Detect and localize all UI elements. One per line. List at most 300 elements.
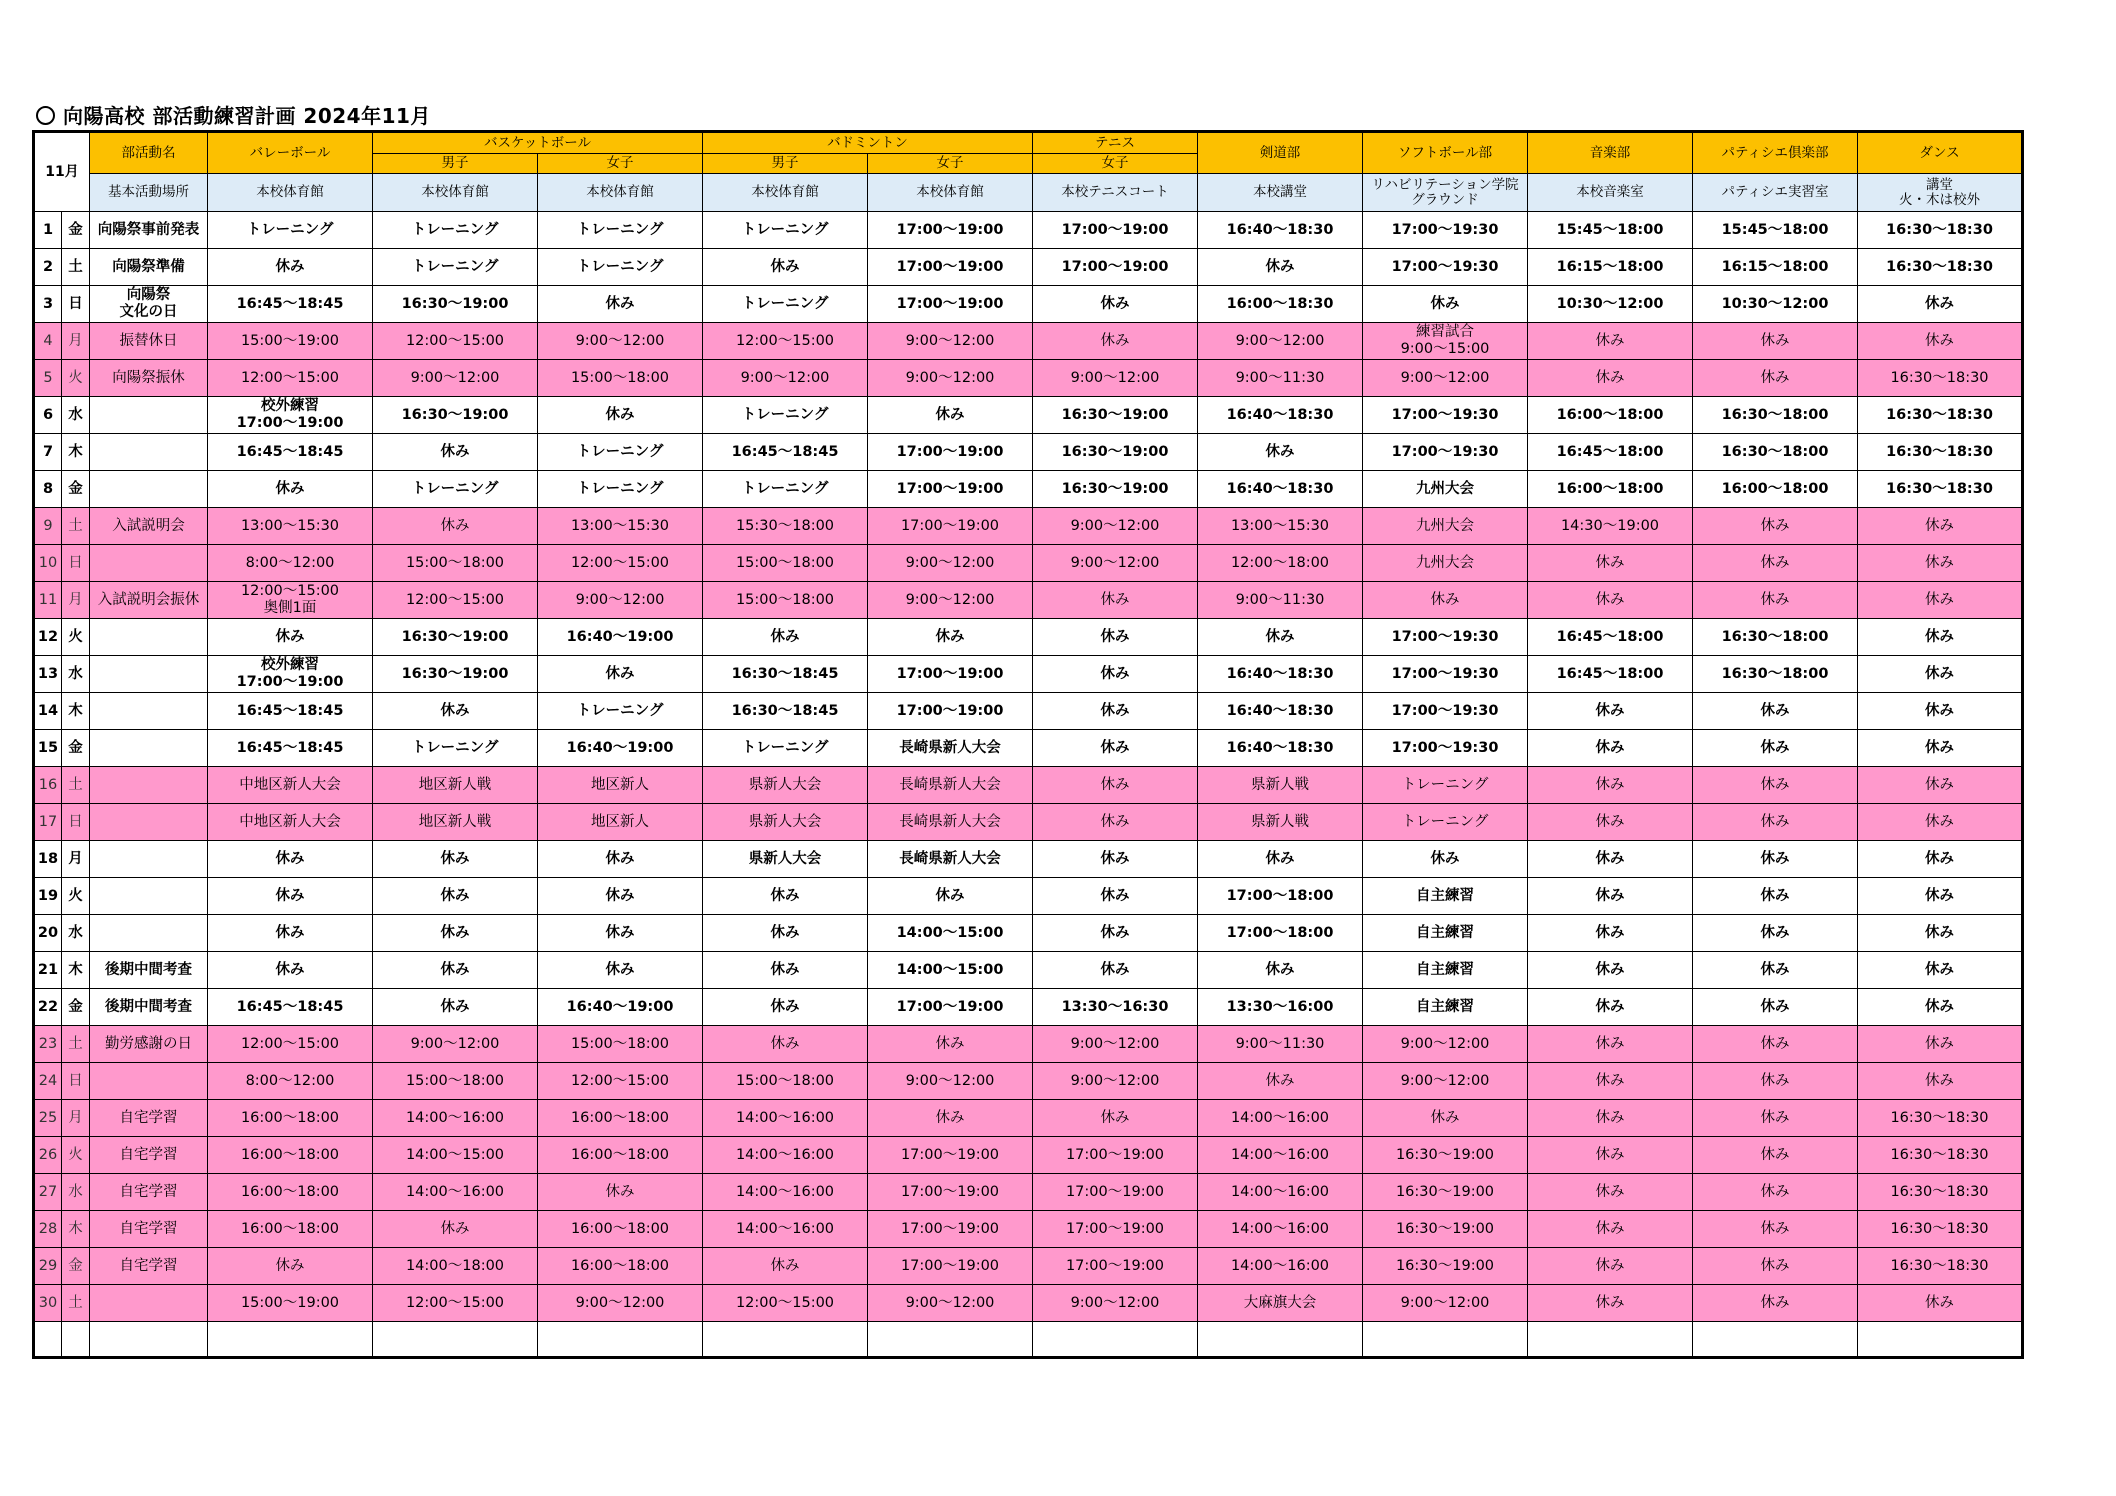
schedule-cell: 休み	[1033, 767, 1198, 804]
schedule-row	[34, 582, 2023, 619]
schedule-cell: 12:00～15:00	[538, 545, 703, 582]
place-label: 基本活動場所	[90, 174, 208, 212]
schedule-cell: 長崎県新人大会	[868, 767, 1033, 804]
schedule-cell: 休み	[1528, 1248, 1693, 1285]
school-event: 後期中間考査	[90, 989, 208, 1026]
schedule-cell: 16:00～18:00	[1528, 471, 1693, 508]
schedule-cell: 14:00～15:00	[868, 915, 1033, 952]
schedule-cell: 休み	[1528, 1285, 1693, 1322]
schedule-cell: 休み	[1858, 323, 2023, 360]
schedule-cell: 休み	[1528, 693, 1693, 730]
activity-place-cell: 本校体育館	[373, 174, 538, 212]
school-event	[90, 619, 208, 656]
schedule-cell: 休み	[1693, 1063, 1858, 1100]
day-number: 7	[34, 434, 62, 471]
school-event: 自宅学習	[90, 1248, 208, 1285]
weekday: 日	[62, 545, 90, 582]
schedule-cell: 9:00～12:00	[1198, 323, 1363, 360]
schedule-cell: 9:00～12:00	[1363, 1285, 1528, 1322]
schedule-cell: 17:00～19:00	[1033, 249, 1198, 286]
weekday: 土	[62, 508, 90, 545]
schedule-cell: 休み	[1033, 286, 1198, 323]
day-number: 8	[34, 471, 62, 508]
club-music: 音楽部	[1528, 132, 1693, 174]
schedule-cell: 休み	[1363, 582, 1528, 619]
schedule-cell: 15:00～18:00	[373, 545, 538, 582]
schedule-cell: 15:00～19:00	[208, 323, 373, 360]
schedule-cell: 休み	[208, 471, 373, 508]
schedule-cell: 地区新人戦	[373, 767, 538, 804]
schedule-cell: 12:00～15:00	[703, 323, 868, 360]
schedule-row	[34, 360, 2023, 397]
schedule-cell: 17:00～19:30	[1363, 434, 1528, 471]
weekday: 木	[62, 434, 90, 471]
schedule-cell: 休み	[1528, 730, 1693, 767]
schedule-cell: 九州大会	[1363, 508, 1528, 545]
schedule-cell: 16:30～19:00	[1033, 434, 1198, 471]
club-basketball: バスケットボール	[373, 132, 703, 154]
activity-place-cell: リハビリテーション学院 グラウンド	[1363, 174, 1528, 212]
day-number: 15	[34, 730, 62, 767]
schedule-row	[34, 619, 2023, 656]
day-number	[34, 1322, 62, 1358]
weekday: 土	[62, 1285, 90, 1322]
schedule-cell: 10:30～12:00	[1528, 286, 1693, 323]
schedule-cell: トレーニング	[373, 212, 538, 249]
weekday: 金	[62, 1248, 90, 1285]
schedule-cell: 9:00～12:00	[868, 360, 1033, 397]
day-number: 2	[34, 249, 62, 286]
schedule-cell: 休み	[1693, 693, 1858, 730]
schedule-cell: 休み	[1858, 767, 2023, 804]
schedule-cell: 休み	[1693, 952, 1858, 989]
school-event: 向陽祭 文化の日	[90, 286, 208, 323]
schedule-cell: 休み	[1693, 1137, 1858, 1174]
day-number: 10	[34, 545, 62, 582]
schedule-cell: 休み	[1198, 434, 1363, 471]
club-volleyball: バレーボール	[208, 132, 373, 174]
school-event: 向陽祭事前発表	[90, 212, 208, 249]
weekday: 月	[62, 1100, 90, 1137]
schedule-cell: 17:00～19:00	[868, 508, 1033, 545]
school-event	[90, 1322, 208, 1358]
schedule-row	[34, 1063, 2023, 1100]
school-event	[90, 397, 208, 434]
schedule-cell: 12:00～15:00	[703, 1285, 868, 1322]
schedule-cell: 17:00～18:00	[1198, 878, 1363, 915]
schedule-cell: 16:45～18:45	[208, 286, 373, 323]
schedule-cell: 9:00～12:00	[1363, 1063, 1528, 1100]
schedule-row	[34, 1026, 2023, 1063]
schedule-cell: 9:00～12:00	[1033, 1063, 1198, 1100]
schedule-cell: 休み	[868, 397, 1033, 434]
schedule-cell: 16:40～18:30	[1198, 730, 1363, 767]
schedule-cell: 16:45～18:00	[1528, 619, 1693, 656]
schedule-cell: 休み	[1693, 360, 1858, 397]
schedule-cell: 休み	[1528, 1063, 1693, 1100]
activity-place-cell: 本校テニスコート	[1033, 174, 1198, 212]
schedule-cell: 16:45～18:45	[208, 989, 373, 1026]
club-badminton: バドミントン	[703, 132, 1033, 154]
schedule-cell: 休み	[373, 508, 538, 545]
weekday: 木	[62, 693, 90, 730]
schedule-cell: 休み	[373, 1211, 538, 1248]
schedule-cell: トレーニング	[703, 212, 868, 249]
schedule-cell: 休み	[1528, 1026, 1693, 1063]
schedule-cell: 16:30～19:00	[1363, 1211, 1528, 1248]
schedule-cell: 休み	[1858, 915, 2023, 952]
activity-place-cell: 本校体育館	[868, 174, 1033, 212]
schedule-cell: 校外練習 17:00～19:00	[208, 397, 373, 434]
schedule-cell: 16:45～18:45	[703, 434, 868, 471]
schedule-row	[34, 1174, 2023, 1211]
schedule-cell: 16:30～19:00	[1363, 1137, 1528, 1174]
schedule-cell: 自主練習	[1363, 915, 1528, 952]
schedule-cell: 休み	[1858, 1285, 2023, 1322]
schedule-cell: 16:30～18:30	[1858, 1211, 2023, 1248]
day-number: 3	[34, 286, 62, 323]
weekday: 月	[62, 323, 90, 360]
weekday: 水	[62, 915, 90, 952]
schedule-cell: 9:00～12:00	[703, 360, 868, 397]
schedule-cell: 17:00～19:30	[1363, 619, 1528, 656]
schedule-cell: 16:30～18:30	[1858, 471, 2023, 508]
schedule-cell: 休み	[1363, 286, 1528, 323]
weekday: 火	[62, 878, 90, 915]
schedule-cell: 9:00～12:00	[1033, 360, 1198, 397]
schedule-cell: 16:45～18:45	[208, 693, 373, 730]
schedule-cell: 休み	[1033, 656, 1198, 693]
schedule-cell: 休み	[1198, 249, 1363, 286]
schedule-cell: 休み	[868, 619, 1033, 656]
schedule-row	[34, 434, 2023, 471]
schedule-cell: 休み	[1858, 952, 2023, 989]
schedule-cell: 休み	[1858, 693, 2023, 730]
weekday: 火	[62, 360, 90, 397]
schedule-cell: 15:00～18:00	[373, 1063, 538, 1100]
day-number: 4	[34, 323, 62, 360]
schedule-cell: 13:30～16:30	[1033, 989, 1198, 1026]
schedule-cell: 休み	[868, 1026, 1033, 1063]
schedule-cell: 17:00～19:00	[1033, 1211, 1198, 1248]
activity-place-cell: 本校体育館	[538, 174, 703, 212]
schedule-cell: 14:00～16:00	[703, 1100, 868, 1137]
schedule-cell: 休み	[1033, 878, 1198, 915]
schedule-cell: 休み	[373, 434, 538, 471]
schedule-cell: 8:00～12:00	[208, 1063, 373, 1100]
schedule-cell: 16:40～19:00	[538, 619, 703, 656]
schedule-cell: 12:00～15:00	[373, 582, 538, 619]
day-number: 20	[34, 915, 62, 952]
schedule-row	[34, 693, 2023, 730]
schedule-cell: 16:30～18:00	[1693, 434, 1858, 471]
schedule-cell: 9:00～12:00	[868, 1063, 1033, 1100]
schedule-cell: 9:00～12:00	[868, 1285, 1033, 1322]
schedule-cell: 16:30～18:00	[1693, 619, 1858, 656]
schedule-cell: 16:30～18:45	[703, 656, 868, 693]
schedule-cell: 休み	[1528, 952, 1693, 989]
schedule-cell: 県新人戦	[1198, 804, 1363, 841]
schedule-row	[34, 878, 2023, 915]
schedule-cell: 休み	[1858, 804, 2023, 841]
activity-place-cell: 本校講堂	[1198, 174, 1363, 212]
club-name-label: 部活動名	[90, 132, 208, 174]
schedule-cell: 休み	[1033, 952, 1198, 989]
day-number: 19	[34, 878, 62, 915]
schedule-cell: 16:40～19:00	[538, 730, 703, 767]
schedule-row	[34, 915, 2023, 952]
club-kendo: 剣道部	[1198, 132, 1363, 174]
schedule-cell: 休み	[208, 952, 373, 989]
weekday: 日	[62, 804, 90, 841]
weekday: 水	[62, 656, 90, 693]
schedule-cell	[703, 1322, 868, 1358]
schedule-cell: 自主練習	[1363, 878, 1528, 915]
schedule-cell: 16:30～19:00	[373, 397, 538, 434]
schedule-cell: 16:00～18:00	[208, 1211, 373, 1248]
schedule-cell: 休み	[373, 952, 538, 989]
practice-schedule-table	[32, 130, 2024, 1359]
schedule-cell: 休み	[1693, 323, 1858, 360]
schedule-row	[34, 730, 2023, 767]
schedule-cell: 16:40～18:30	[1198, 656, 1363, 693]
schedule-cell: 休み	[868, 1100, 1033, 1137]
schedule-cell: 休み	[1528, 1174, 1693, 1211]
schedule-cell: 校外練習 17:00～19:00	[208, 656, 373, 693]
schedule-cell: 9:00～12:00	[1033, 1285, 1198, 1322]
school-event: 入試説明会	[90, 508, 208, 545]
weekday: 金	[62, 471, 90, 508]
activity-place-cell: 講堂 火・木は校外	[1858, 174, 2023, 212]
schedule-cell: 17:00～19:30	[1363, 730, 1528, 767]
weekday: 土	[62, 767, 90, 804]
schedule-cell: 休み	[1528, 360, 1693, 397]
school-event	[90, 1063, 208, 1100]
schedule-cell: 休み	[538, 878, 703, 915]
schedule-cell: 休み	[1528, 1137, 1693, 1174]
schedule-cell: 15:00～18:00	[538, 1026, 703, 1063]
schedule-cell: 17:00～19:00	[868, 693, 1033, 730]
schedule-cell: 休み	[373, 878, 538, 915]
schedule-cell: 14:00～16:00	[373, 1174, 538, 1211]
schedule-row	[34, 1137, 2023, 1174]
schedule-cell: 休み	[538, 286, 703, 323]
day-number: 18	[34, 841, 62, 878]
schedule-row	[34, 212, 2023, 249]
schedule-cell: 長崎県新人大会	[868, 730, 1033, 767]
schedule-cell: 13:00～15:30	[208, 508, 373, 545]
schedule-cell: 休み	[538, 952, 703, 989]
tennis-girls: 女子	[1033, 154, 1198, 174]
schedule-cell: 地区新人	[538, 767, 703, 804]
schedule-row	[34, 1322, 2023, 1358]
schedule-cell: トレーニング	[703, 471, 868, 508]
school-event	[90, 656, 208, 693]
schedule-cell: 休み	[538, 656, 703, 693]
schedule-cell	[1363, 1322, 1528, 1358]
schedule-cell: トレーニング	[373, 249, 538, 286]
basketball-girls: 女子	[538, 154, 703, 174]
school-event: 向陽祭準備	[90, 249, 208, 286]
schedule-cell: 休み	[1693, 915, 1858, 952]
schedule-cell: 16:00～18:00	[538, 1211, 703, 1248]
schedule-cell: 9:00～12:00	[868, 545, 1033, 582]
schedule-cell: 地区新人戦	[373, 804, 538, 841]
schedule-cell: 13:00～15:30	[538, 508, 703, 545]
weekday: 金	[62, 989, 90, 1026]
school-event: 振替休日	[90, 323, 208, 360]
schedule-cell: 休み	[373, 693, 538, 730]
schedule-cell: 17:00～19:30	[1363, 249, 1528, 286]
schedule-cell: 休み	[1858, 1063, 2023, 1100]
schedule-cell: 休み	[703, 619, 868, 656]
schedule-cell: 休み	[1858, 730, 2023, 767]
schedule-cell: 9:00～12:00	[538, 582, 703, 619]
schedule-cell: 県新人大会	[703, 804, 868, 841]
schedule-cell: 休み	[1528, 1100, 1693, 1137]
page-title-text: 向陽高校 部活動練習計画 2024年11月	[63, 104, 431, 128]
schedule-cell: 16:45～18:00	[1528, 434, 1693, 471]
schedule-cell: 休み	[538, 841, 703, 878]
schedule-cell: 15:00～18:00	[538, 360, 703, 397]
schedule-cell: 休み	[1693, 1100, 1858, 1137]
weekday: 月	[62, 582, 90, 619]
schedule-cell: 17:00～19:30	[1363, 693, 1528, 730]
schedule-cell: 自主練習	[1363, 989, 1528, 1026]
schedule-cell: 15:00～18:00	[703, 1063, 868, 1100]
schedule-cell: トレーニング	[538, 693, 703, 730]
schedule-cell: 休み	[1033, 730, 1198, 767]
schedule-cell: 休み	[1858, 508, 2023, 545]
schedule-cell: 休み	[1693, 730, 1858, 767]
schedule-cell: 休み	[208, 915, 373, 952]
schedule-cell: 休み	[703, 1026, 868, 1063]
weekday: 水	[62, 397, 90, 434]
schedule-cell: 16:45～18:45	[208, 434, 373, 471]
schedule-cell: 休み	[1033, 323, 1198, 360]
schedule-cell: 14:00～16:00	[1198, 1248, 1363, 1285]
schedule-cell: 休み	[373, 989, 538, 1026]
schedule-cell: 17:00～19:00	[1033, 1174, 1198, 1211]
schedule-cell: 14:00～15:00	[868, 952, 1033, 989]
schedule-cell: 休み	[538, 915, 703, 952]
schedule-cell: 休み	[1858, 1026, 2023, 1063]
weekday: 金	[62, 730, 90, 767]
schedule-cell: 休み	[1528, 545, 1693, 582]
schedule-cell: 16:30～18:30	[1858, 1174, 2023, 1211]
schedule-cell: 14:30～19:00	[1528, 508, 1693, 545]
schedule-row	[34, 952, 2023, 989]
schedule-cell: 休み	[1363, 841, 1528, 878]
schedule-cell: 14:00～16:00	[703, 1211, 868, 1248]
day-number: 17	[34, 804, 62, 841]
school-event: 自宅学習	[90, 1100, 208, 1137]
school-event: 勤労感謝の日	[90, 1026, 208, 1063]
schedule-cell: 17:00～19:00	[868, 212, 1033, 249]
schedule-cell: 休み	[1033, 619, 1198, 656]
schedule-cell: 休み	[1858, 619, 2023, 656]
schedule-cell	[1858, 1322, 2023, 1358]
schedule-row	[34, 656, 2023, 693]
schedule-cell: 休み	[1198, 1063, 1363, 1100]
schedule-cell: 休み	[538, 1174, 703, 1211]
schedule-cell: トレーニング	[538, 471, 703, 508]
schedule-cell: 休み	[1858, 286, 2023, 323]
schedule-cell: 9:00～12:00	[538, 323, 703, 360]
schedule-cell: 県新人大会	[703, 767, 868, 804]
schedule-cell: 休み	[1528, 767, 1693, 804]
day-number: 27	[34, 1174, 62, 1211]
weekday: 火	[62, 1137, 90, 1174]
schedule-cell: 12:00～15:00 奥側1面	[208, 582, 373, 619]
weekday: 土	[62, 249, 90, 286]
day-number: 22	[34, 989, 62, 1026]
schedule-cell: 休み	[208, 1248, 373, 1285]
schedule-cell: 14:00～16:00	[1198, 1137, 1363, 1174]
schedule-row	[34, 767, 2023, 804]
schedule-cell: 16:40～19:00	[538, 989, 703, 1026]
schedule-cell: 休み	[1528, 582, 1693, 619]
school-event	[90, 915, 208, 952]
schedule-cell: 16:30～18:00	[1693, 397, 1858, 434]
schedule-cell: 休み	[1528, 878, 1693, 915]
schedule-row	[34, 841, 2023, 878]
day-number: 29	[34, 1248, 62, 1285]
schedule-cell: 9:00～11:30	[1198, 360, 1363, 397]
schedule-cell: トレーニング	[208, 212, 373, 249]
schedule-cell: 16:30～18:30	[1858, 1100, 2023, 1137]
schedule-cell	[1033, 1322, 1198, 1358]
schedule-cell: 17:00～19:00	[868, 1211, 1033, 1248]
schedule-cell: 17:00～19:00	[1033, 1137, 1198, 1174]
schedule-row	[34, 1211, 2023, 1248]
day-number: 26	[34, 1137, 62, 1174]
schedule-cell: 休み	[373, 915, 538, 952]
schedule-cell: 休み	[1528, 1211, 1693, 1248]
schedule-cell: 休み	[208, 619, 373, 656]
schedule-row	[34, 804, 2023, 841]
schedule-cell: 休み	[1858, 841, 2023, 878]
schedule-cell: 16:00～18:00	[1528, 397, 1693, 434]
schedule-cell: 17:00～19:00	[868, 249, 1033, 286]
schedule-row	[34, 1248, 2023, 1285]
school-event: 自宅学習	[90, 1174, 208, 1211]
day-number: 28	[34, 1211, 62, 1248]
schedule-cell: 9:00～12:00	[1363, 360, 1528, 397]
schedule-cell: 12:00～15:00	[373, 1285, 538, 1322]
school-event	[90, 730, 208, 767]
schedule-cell	[1528, 1322, 1693, 1358]
schedule-cell: 9:00～12:00	[538, 1285, 703, 1322]
schedule-cell: 休み	[1858, 582, 2023, 619]
schedule-cell: 休み	[208, 878, 373, 915]
schedule-cell: 14:00～16:00	[1198, 1100, 1363, 1137]
schedule-cell: 休み	[208, 841, 373, 878]
schedule-cell: 9:00～12:00	[868, 582, 1033, 619]
schedule-cell: 16:40～18:30	[1198, 471, 1363, 508]
schedule-cell: トレーニング	[373, 730, 538, 767]
schedule-cell: 9:00～12:00	[1363, 1026, 1528, 1063]
schedule-cell: トレーニング	[703, 397, 868, 434]
schedule-cell: 自主練習	[1363, 952, 1528, 989]
schedule-cell: トレーニング	[1363, 804, 1528, 841]
schedule-cell	[1198, 1322, 1363, 1358]
schedule-cell: 休み	[538, 397, 703, 434]
schedule-cell: 9:00～12:00	[1033, 1026, 1198, 1063]
schedule-cell	[373, 1322, 538, 1358]
club-dance: ダンス	[1858, 132, 2023, 174]
schedule-row	[34, 508, 2023, 545]
